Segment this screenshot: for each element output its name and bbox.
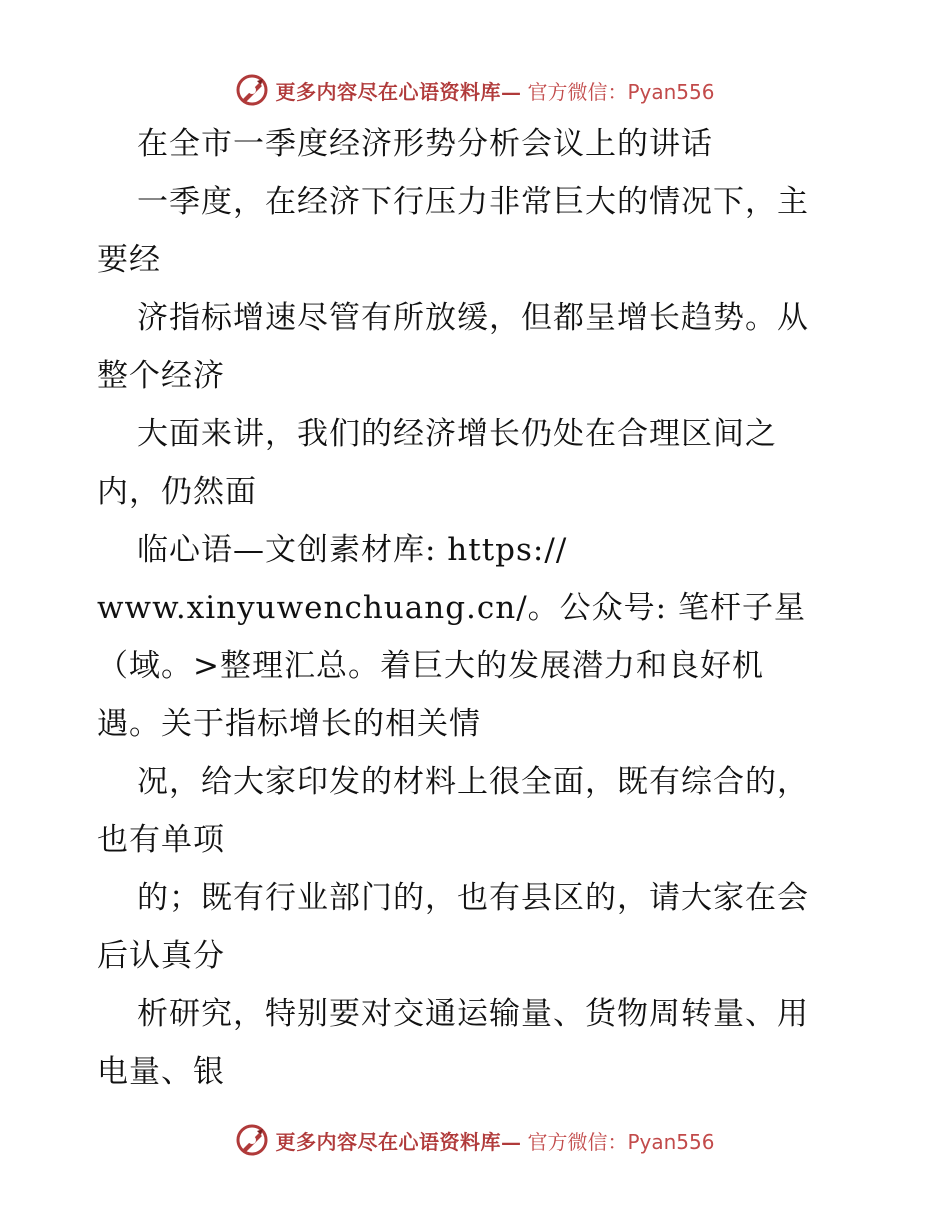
paragraph-line: 要经 bbox=[97, 242, 161, 278]
paragraph-line: 电量、银 bbox=[97, 1054, 225, 1090]
paragraph-line: （域。>整理汇总。着巨大的发展潜力和良好机 bbox=[97, 648, 764, 684]
paragraph-line: 整个经济 bbox=[97, 358, 225, 394]
feather-pen-logo-icon bbox=[235, 1123, 269, 1157]
paragraph-line: 析研究，特别要对交通运输量、货物周转量、用 bbox=[137, 996, 809, 1032]
header-watermark bbox=[0, 68, 950, 112]
paragraph-line: 临心语—文创素材库: https:// bbox=[137, 532, 568, 568]
paragraph-line: www.xinyuwenchuang.cn/。公众号: 笔杆子星 bbox=[97, 590, 806, 626]
document-body bbox=[97, 115, 897, 1101]
footer-watermark-contact: 官方微信：Pyan556 bbox=[527, 1129, 715, 1154]
paragraph-line: 也有单项 bbox=[97, 822, 225, 858]
document-title: 在全市一季度经济形势分析会议上的讲话 bbox=[137, 126, 713, 162]
paragraph-line: 内，仍然面 bbox=[97, 474, 257, 510]
paragraph-line: 遇。关于指标增长的相关情 bbox=[97, 706, 481, 742]
footer-watermark bbox=[0, 1118, 950, 1162]
feather-pen-logo-icon bbox=[235, 73, 269, 107]
paragraph-line: 况，给大家印发的材料上很全面，既有综合的， bbox=[137, 764, 809, 800]
paragraph-line: 济指标增速尽管有所放缓，但都呈增长趋势。从 bbox=[137, 300, 809, 336]
footer-watermark-text: 更多内容尽在心语资料库— bbox=[275, 1129, 522, 1154]
header-watermark-contact: 官方微信：Pyan556 bbox=[527, 79, 715, 104]
paragraph-line: 的；既有行业部门的，也有县区的，请大家在会 bbox=[137, 880, 809, 916]
header-watermark-text: 更多内容尽在心语资料库— bbox=[275, 79, 522, 104]
paragraph-line: 后认真分 bbox=[97, 938, 225, 974]
paragraph-line: 一季度，在经济下行压力非常巨大的情况下，主 bbox=[137, 184, 809, 220]
paragraph-line: 大面来讲，我们的经济增长仍处在合理区间之 bbox=[137, 416, 777, 452]
